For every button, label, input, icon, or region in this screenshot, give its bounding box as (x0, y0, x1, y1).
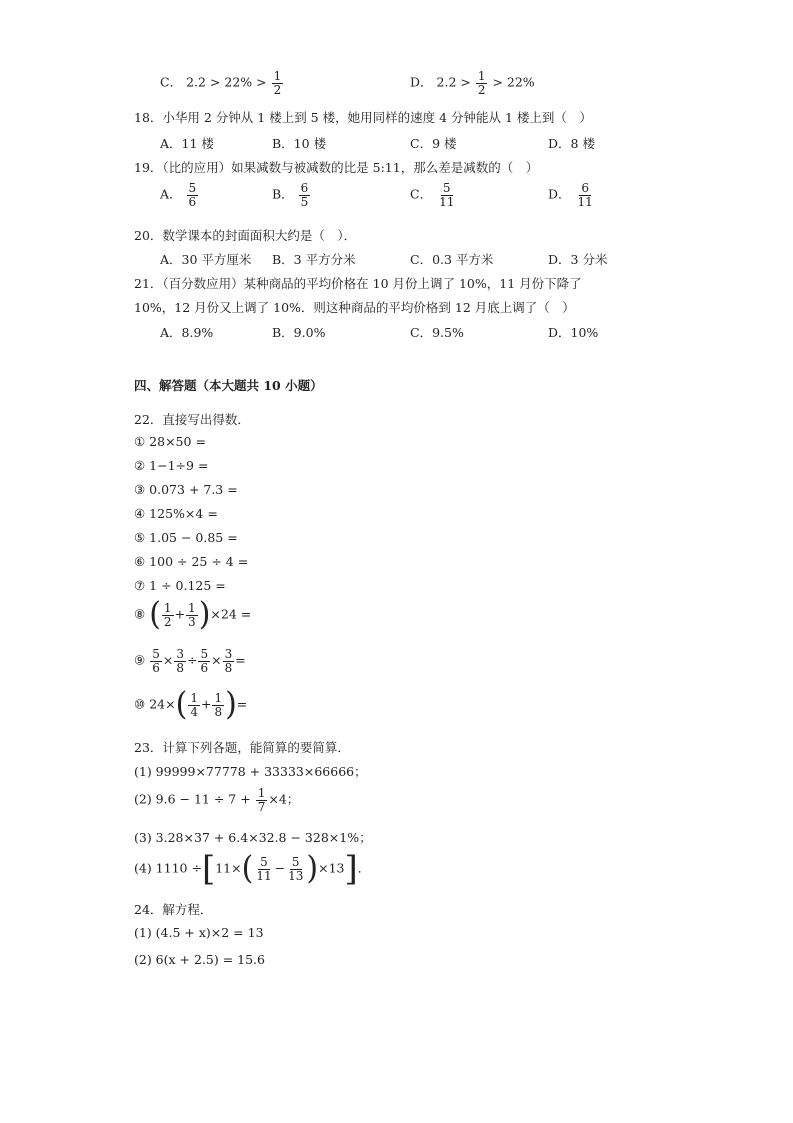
numerator: 1 (257, 786, 266, 800)
option-label: D． (410, 74, 433, 90)
q22-item-6: ⑥ 100 ÷ 25 ÷ 4 = (134, 554, 249, 569)
option-label: A． (160, 186, 182, 202)
option-label: C． (160, 74, 183, 90)
denominator: 2 (163, 614, 172, 629)
numerator: 1 (273, 69, 282, 83)
operator: × (211, 652, 222, 668)
denominator: 6 (152, 660, 160, 675)
left-paren: ( (175, 686, 188, 723)
q18-option-c: C．9 楼 (410, 136, 457, 151)
fraction (174, 648, 186, 674)
q18-option-d: D．8 楼 (548, 136, 595, 151)
denominator: 11 (577, 194, 593, 209)
fraction (286, 856, 305, 882)
expr: > 22% (492, 74, 535, 90)
operator: − (274, 860, 286, 876)
expr: 11× (215, 860, 242, 876)
numerator: 5 (260, 854, 268, 869)
operator: × (162, 652, 174, 668)
q21-option-a: A．8.9% (160, 325, 214, 340)
denominator: 3 (188, 614, 196, 629)
left-bracket: [ (201, 849, 216, 889)
expr: ． (357, 860, 371, 876)
numerator: 1 (477, 69, 486, 83)
fraction (476, 70, 488, 96)
denominator: 11 (256, 868, 272, 883)
fraction (272, 70, 284, 96)
q23-part-1: (1) 99999×77778 + 33333×66666； (134, 764, 367, 779)
item-number: ⑧ (134, 606, 146, 622)
q20-option-d: D．3 分米 (548, 252, 608, 267)
numerator: 5 (442, 181, 451, 195)
option-label: C． (410, 186, 433, 202)
q19-option-b (272, 182, 311, 208)
denominator: 5 (300, 194, 309, 209)
numerator: 5 (152, 647, 160, 661)
q18-option-b: B．10 楼 (272, 136, 327, 151)
q22-item-3: ③ 0.073 + 7.3 = (134, 482, 238, 497)
denominator: 2 (477, 82, 486, 97)
q22-item-7: ⑦ 1 ÷ 0.125 = (134, 578, 226, 593)
q21-stem-line1: 21．（百分数应用）某种商品的平均价格在 10 月份上调了 10%，11 月份下降了 (134, 276, 582, 291)
numerator: 5 (188, 181, 197, 195)
q24-stem: 24．解方程． (134, 902, 213, 917)
q23-stem: 23．计算下列各题，能简算的要简算． (134, 740, 350, 755)
q22-stem: 22．直接写出得数． (134, 412, 250, 427)
right-bracket: ] (344, 849, 358, 889)
fraction (256, 787, 268, 813)
item-number: ⑨ (134, 652, 146, 668)
numerator: 5 (291, 854, 300, 869)
q19-stem: 19．（比的应用）如果减数与被减数的比是 5:11，那么差是减数的（ ） (134, 160, 539, 175)
q21-option-d: D．10% (548, 325, 599, 340)
fraction (187, 182, 199, 208)
numerator: 6 (581, 181, 589, 195)
q21-option-c: C．9.5% (410, 325, 464, 340)
expr: = (236, 696, 248, 712)
denominator: 6 (200, 660, 209, 675)
numerator: 1 (188, 600, 196, 615)
denominator: 6 (188, 194, 197, 209)
expr: 24× (149, 696, 176, 712)
q22-item-1: ① 28×50 = (134, 434, 206, 449)
q22-item-10 (134, 686, 248, 723)
item-number: ⑩ (134, 696, 146, 712)
fraction (437, 182, 456, 208)
denominator: 4 (190, 704, 198, 719)
q19-option-a (160, 182, 199, 208)
q17-option-d (410, 70, 535, 96)
fraction (188, 692, 200, 718)
numerator: 1 (190, 690, 198, 705)
right-paren: ) (225, 686, 237, 723)
fraction (299, 182, 311, 208)
q23-part-2 (134, 787, 299, 813)
fraction (198, 648, 210, 674)
q19-option-c (410, 182, 457, 208)
q22-item-2: ② 1−1÷9 = (134, 458, 209, 473)
q23-part-4 (134, 849, 371, 889)
fraction (162, 602, 174, 628)
q21-stem-line2: 10%，12 月份又上调了 10%．则这种商品的平均价格到 12 月底上调了（ ） (134, 300, 575, 315)
q20-option-c: C．0.3 平方米 (410, 252, 494, 267)
denominator: 7 (257, 799, 266, 814)
left-paren: ( (241, 850, 254, 887)
expr: = (235, 652, 246, 668)
option-label: B． (272, 186, 294, 202)
expr: (4) 1110 ÷ (134, 860, 202, 876)
q24-part-2: (2) 6(x + 2.5) = 15.6 (134, 952, 265, 967)
q17-option-c (160, 70, 284, 96)
right-paren: ) (306, 850, 319, 887)
fraction (186, 602, 198, 628)
expr: (2) 9.6 − 11 ÷ 7 + (134, 791, 251, 807)
denominator: 11 (439, 194, 455, 209)
operator: + (200, 696, 212, 712)
denominator: 8 (224, 660, 233, 675)
q19-option-d (548, 182, 596, 208)
q18-option-a: A．11 楼 (160, 136, 214, 151)
q20-option-b: B．3 平方分米 (272, 252, 356, 267)
numerator: 1 (214, 690, 223, 705)
numerator: 3 (176, 647, 184, 661)
q18-stem: 18．小华用 2 分钟从 1 楼上到 5 楼，她用同样的速度 4 分钟能从 1 楼上到（ ） (134, 110, 592, 125)
denominator: 8 (176, 660, 184, 675)
operator: ÷ (186, 652, 198, 668)
fraction (254, 856, 273, 882)
q20-option-a: A．30 平方厘米 (160, 252, 252, 267)
fraction (212, 692, 224, 718)
expr: ×24 = (210, 606, 252, 622)
q21-option-b: B．9.0% (272, 325, 326, 340)
expr: ×13 (318, 860, 345, 876)
q22-item-4: ④ 125%×4 = (134, 506, 218, 521)
q20-stem: 20．数学课本的封面面积大约是（ ）． (134, 228, 357, 243)
fraction (576, 182, 595, 208)
expr: 2.2 > 22% > (186, 74, 267, 90)
q22-item-5: ⑤ 1.05 − 0.85 = (134, 530, 238, 545)
q22-item-8 (134, 596, 252, 633)
denominator: 2 (273, 82, 282, 97)
numerator: 1 (163, 600, 172, 615)
numerator: 3 (224, 647, 233, 661)
expr: ×4； (268, 791, 300, 807)
operator: + (174, 606, 186, 622)
fraction (223, 648, 235, 674)
q24-part-1: (1) (4.5 + x)×2 = 13 (134, 925, 264, 940)
right-paren: ) (198, 596, 211, 633)
denominator: 13 (288, 868, 304, 883)
section-title: 四、解答题（本大题共 10 小题） (134, 378, 323, 393)
q22-item-9 (134, 648, 246, 674)
numerator: 5 (200, 647, 209, 661)
q23-part-3: (3) 3.28×37 + 6.4×32.8 − 328×1%； (134, 830, 372, 845)
denominator: 8 (214, 704, 223, 719)
fraction (150, 648, 162, 674)
left-paren: ( (149, 596, 161, 633)
numerator: 6 (300, 181, 309, 195)
option-label: D． (548, 186, 571, 202)
expr: 2.2 > (436, 74, 471, 90)
